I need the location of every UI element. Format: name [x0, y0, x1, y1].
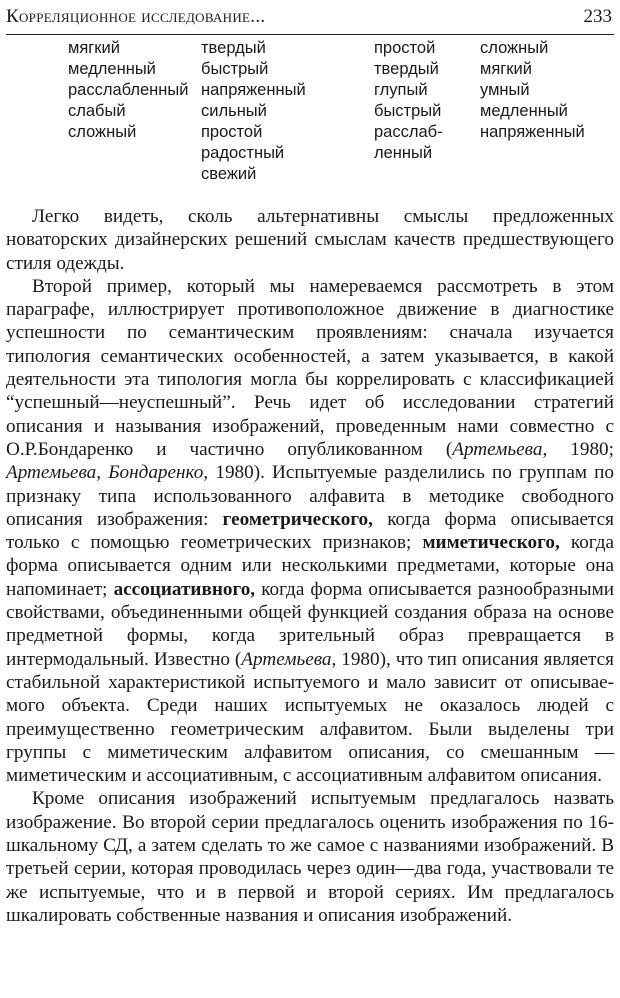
italic-citation: Артемьева	[241, 648, 332, 670]
paragraph	[6, 205, 614, 275]
italic-citation: Артемьева	[6, 462, 97, 484]
paragraph	[6, 787, 614, 927]
word-item: сложный	[68, 123, 137, 141]
text-segment: когда форма описывается только с помощью геометрических признаков;	[6, 508, 614, 554]
word-item: сложный	[480, 39, 549, 57]
bold-term: геометрического,	[222, 508, 373, 530]
word-item: твердый	[374, 60, 439, 78]
word-column	[68, 38, 188, 143]
word-item: сильный	[201, 102, 267, 120]
word-item: свежий	[201, 165, 257, 183]
word-item: напряженный	[480, 123, 585, 141]
running-title: Корреляционное исследование...	[6, 6, 266, 27]
main-text	[6, 205, 614, 927]
text-segment: когда форма описывается разнообразными свойствами, объединенными общей функцией создания образа на основе предметной формы, когда зрительный образ превращается в интермодальный. Известно (	[6, 578, 614, 670]
paragraph	[6, 275, 614, 788]
word-item: медленный	[68, 60, 156, 78]
word-column	[201, 38, 306, 185]
bold-term: ассоциативного,	[113, 578, 256, 600]
word-item: быстрый	[201, 60, 269, 78]
word-column	[374, 38, 443, 164]
text-segment: когда форма описывается одним или несколькими предметами, которые она напоминает;	[6, 532, 614, 600]
word-item: ленный	[374, 144, 433, 162]
text-segment: , 1980;	[542, 438, 614, 460]
word-item: глупый	[374, 81, 428, 99]
word-item: мягкий	[68, 39, 120, 57]
word-item: твердый	[201, 39, 266, 57]
text-segment: ,	[96, 462, 109, 484]
word-item: простой	[201, 123, 263, 141]
italic-citation: Артемьева	[452, 438, 543, 460]
text-segment: , 1980), что тип описания является стабильной характеристикой испытуемого и мало зависит от описываемого объекта. Среди наших испытуемых не оказалось людей с преимущественно геометрическим алфавитом. Были выделены три группы с миметическим алфавитом описания, со смешанным — миметическим и ассоциативным, с ассоциативным алфавитом описания.	[6, 648, 614, 787]
word-item: медленный	[480, 102, 568, 120]
page-number: 233	[583, 6, 612, 27]
bold-term: миметического,	[422, 532, 560, 554]
word-item: простой	[374, 39, 436, 57]
word-item: быстрый	[374, 102, 442, 120]
word-item: умный	[480, 81, 530, 99]
word-item: расслабленный	[68, 81, 189, 99]
text-segment: Второй пример, который мы намереваемся рассмотреть в этом параграфе, иллюстрирует противоположное движение в диагностике успешности по семантическим проявлениям: сначала изучается типология семантических особенностей, а затем указывается, в какой деятельности эта типология могла бы коррелировать с классификацией “успешный—неуспешный”. Речь идет об исследовании стратегий описания и называния изображений, проведенным нами совместно с О.Р.Бондаренко и частично опубликованном (	[6, 275, 614, 460]
word-item: расслаб-	[374, 123, 443, 141]
word-item: радостный	[201, 144, 285, 162]
text-segment: Кроме описания изображений испытуемым предлагалось назвать изображение. Во второй серии предлагалось оценить изображения по 16-шкальному СД, а затем сделать то же самое с названиями изображений. В третьей серии, которая проводилась через один—два года, участвовали те же испытуемые, что и в первой и второй сериях. Им предлагалось шкалировать собственные названия и описания изображений.	[6, 788, 614, 926]
word-column	[480, 38, 585, 143]
text-segment: , 1980). Испытуемые разделились по группам по признаку типа использованного алфавита в методике свободного описания изображения:	[6, 462, 615, 530]
word-item: мягкий	[480, 60, 532, 78]
word-item: напряженный	[201, 81, 306, 99]
word-item: слабый	[68, 102, 126, 120]
text-segment: Легко видеть, сколь альтернативны смыслы предложенных новаторских дизайнерских решений смыслам качеств предшествующего стиля одежды.	[6, 206, 614, 274]
italic-citation: Бондаренко	[108, 462, 204, 484]
page-header	[6, 4, 614, 35]
